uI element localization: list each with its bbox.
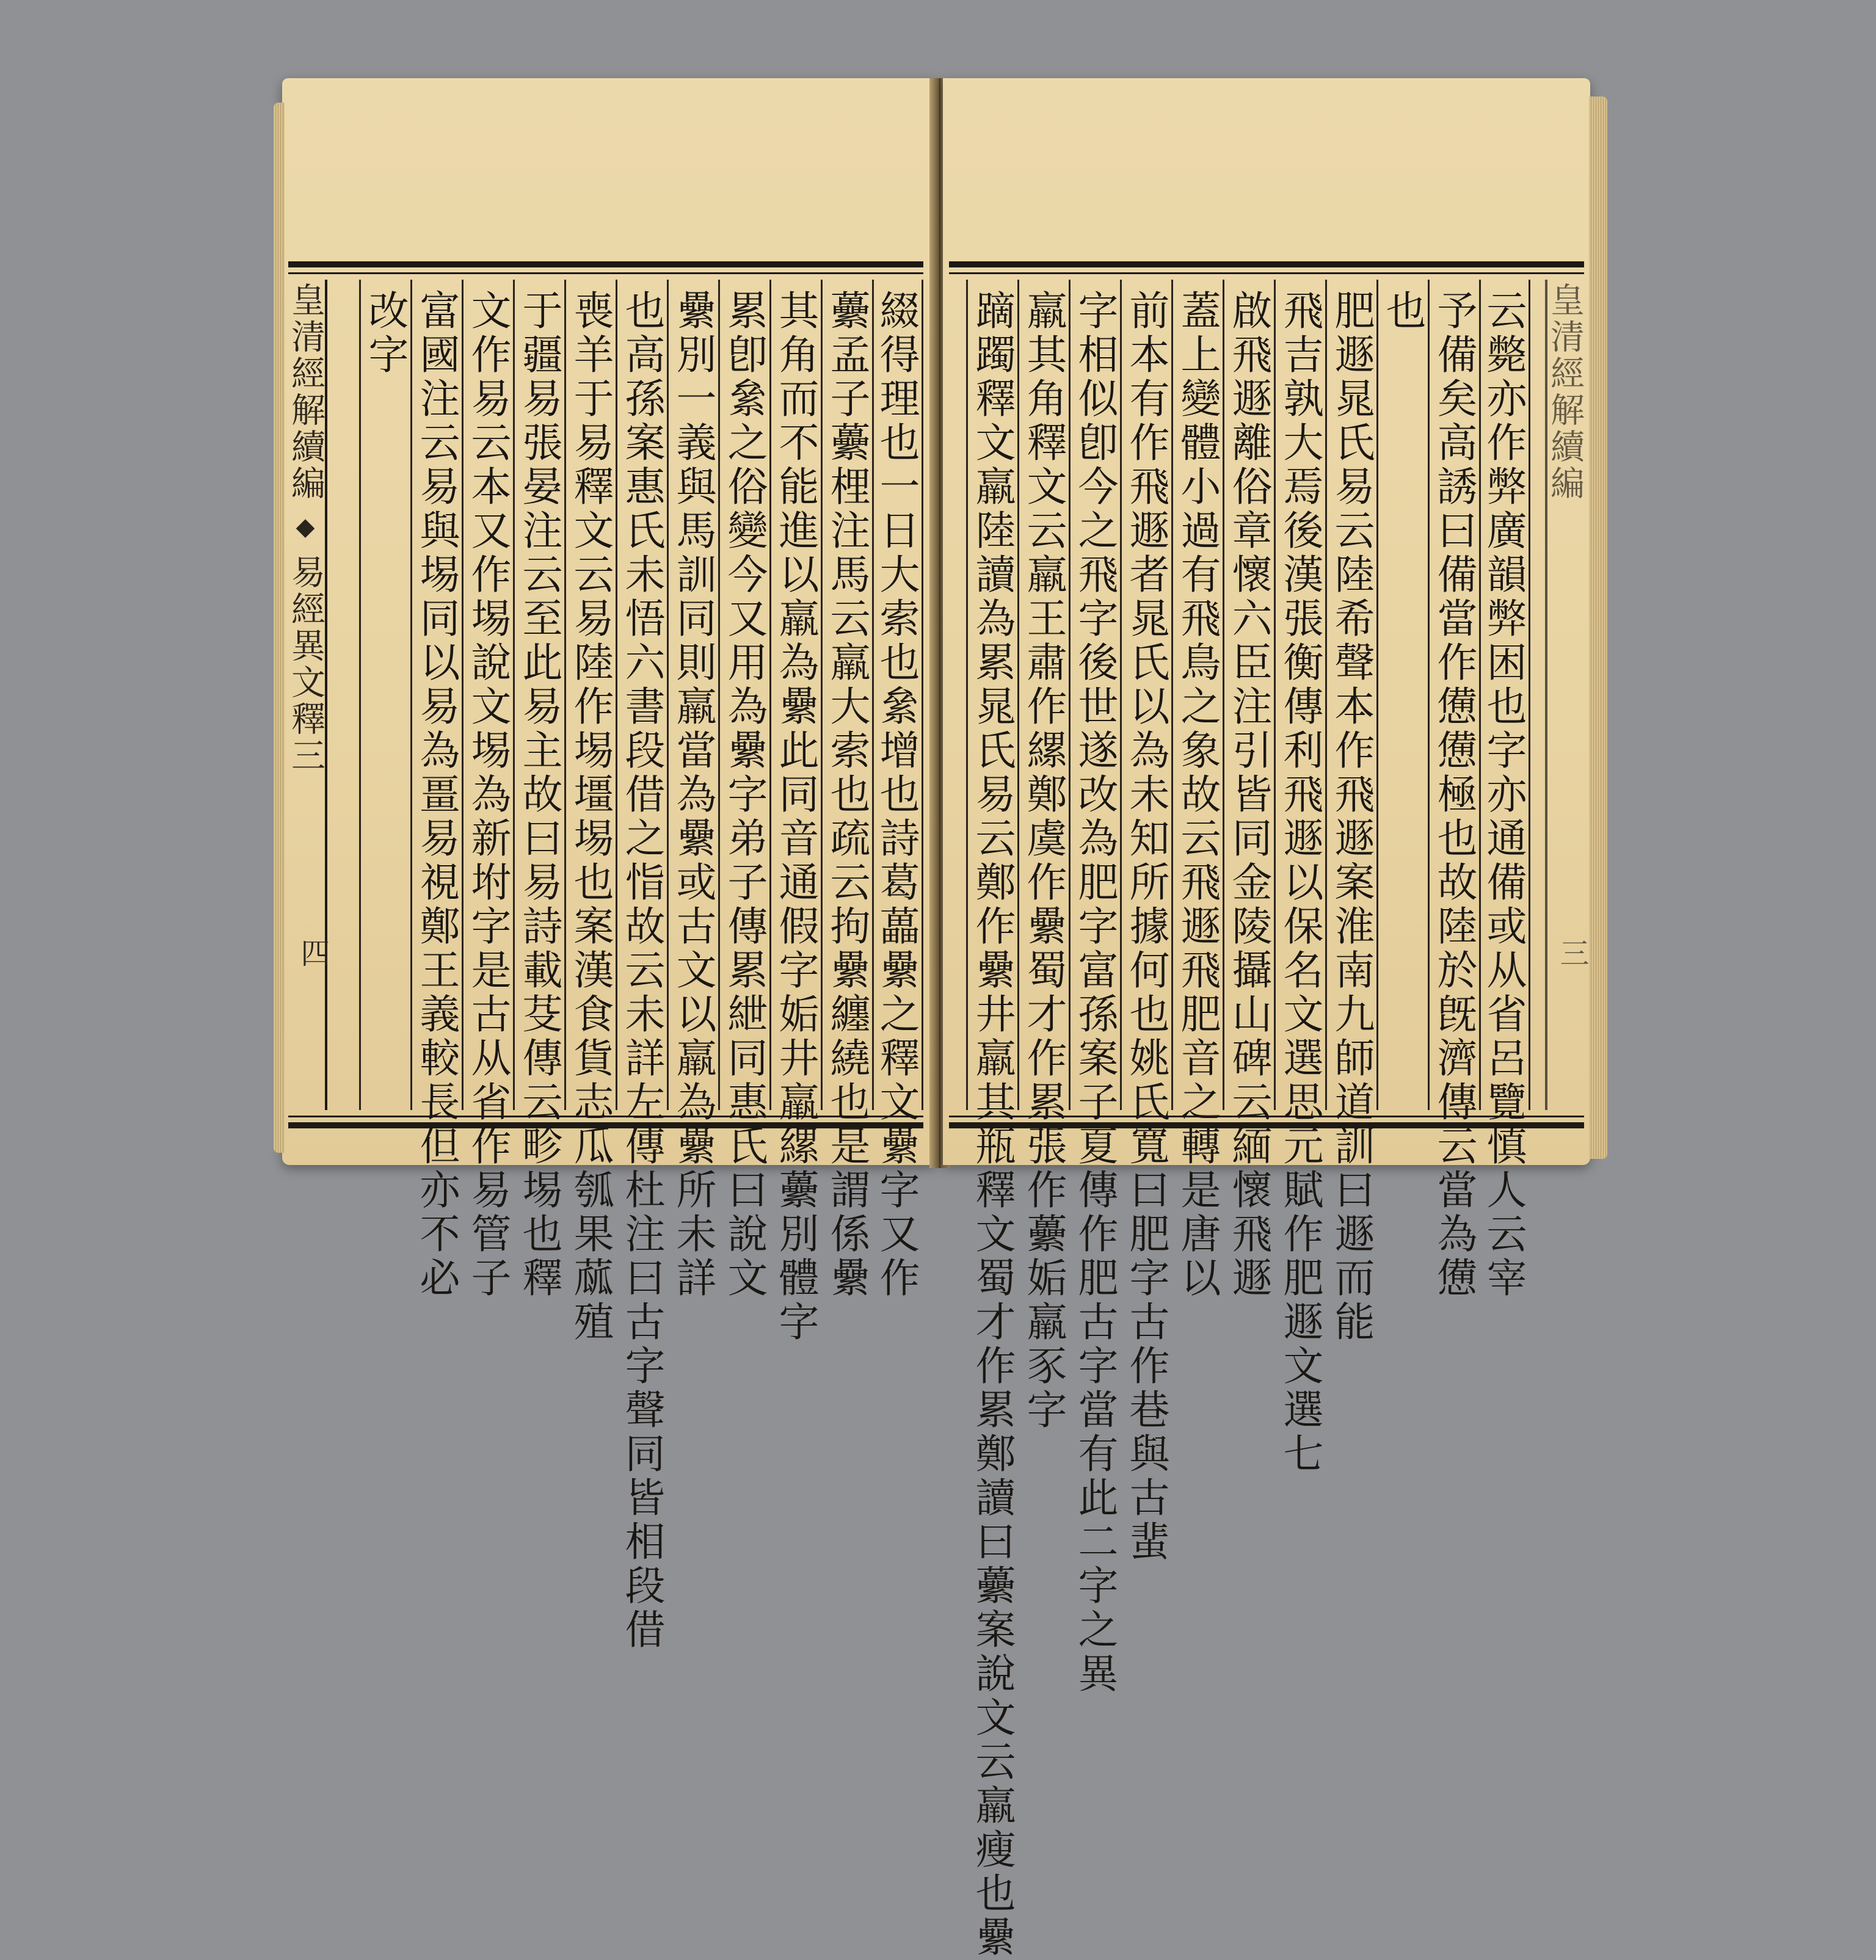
banxin-title: 皇清經解續編 — [286, 282, 325, 502]
frame-rule-top — [949, 272, 1584, 274]
text-column: 累卽絫之俗變今又用為纍字弟子傳累紲同惠氏曰說文 — [718, 280, 769, 1110]
left-page-edge — [274, 103, 285, 1153]
banxin-page-number: 四 — [296, 938, 330, 970]
text-column: 文作易云本又作埸說文埸為新坿字是古从省作易管子 — [462, 280, 513, 1110]
text-column: 羸其角釋文云羸王肅作縲鄭虞作纍蜀才作累張作虆姤羸豕字 — [1017, 280, 1069, 1110]
text-column: 蓋上變體小過有飛鳥之象故云飛遯飛肥音之轉是唐以 — [1171, 280, 1223, 1110]
text-column: 字相似卽今之飛字後世遂改為肥字富孫案子夏傳作肥古字當有此二字之異 — [1069, 280, 1120, 1110]
text-column: 飛吉孰大焉後漢張衡傳利飛遯以保名文選思元賦作肥遯文選七 — [1274, 280, 1325, 1110]
right-banxin — [1545, 280, 1589, 1110]
banxin-title: 皇清經解續編 — [1545, 282, 1585, 502]
left-text-columns — [331, 280, 923, 1652]
text-column: 云斃亦作弊廣韻弊困也字亦通備或从省呂覽慎人云宰 — [1479, 280, 1530, 1110]
left-banxin — [286, 280, 330, 1110]
right-page-edge — [1589, 96, 1607, 1159]
text-column: 纍別一義與馬訓同則羸當為纍或古文以羸為纍所未詳 — [667, 280, 718, 1110]
text-column: 蹢躅釋文羸陸讀為累晁氏易云鄭作纍井羸其瓶釋文蜀才作累鄭讀曰虆案說文云羸瘦也纍 — [966, 280, 1017, 1110]
text-column: 也高孫案惠氏未悟六書段借之恉故云未詳左傳杜注曰古字聲同皆相段借 — [616, 280, 667, 1110]
open-book — [282, 78, 1607, 1960]
left-page-frame — [286, 261, 923, 1652]
right-page — [943, 78, 1590, 1960]
text-column: 虆孟子虆梩注馬云羸大索也疏云拘纍纏繞也是謂係纍 — [821, 280, 872, 1110]
right-text-columns — [949, 280, 1530, 1960]
text-column: 喪羊于易釋文云易陸作埸壃埸也案漢食貨志瓜瓠果蓏殖 — [564, 280, 616, 1110]
text-column: 啟飛遯離俗章懷六臣注引皆同金陵攝山碑云緬懷飛遯 — [1223, 280, 1274, 1110]
left-page — [282, 78, 936, 1652]
frame-rule-top — [288, 272, 923, 274]
fishtail-mark: ◆ — [291, 513, 319, 543]
text-column: 前本有作飛遯者晁氏以為未知所據何也姚氏寬曰肥字古作巷與古蜚 — [1120, 280, 1171, 1110]
text-column: 也 — [1376, 280, 1428, 1110]
text-column: 富國注云易與埸同以易為畺易視鄭王義較長但亦不必 — [410, 280, 462, 1110]
text-column: 肥遯晁氏易云陸希聲本作飛遯案淮南九師道訓曰遯而能 — [1325, 280, 1376, 1110]
banxin-page-number: 三 — [1555, 938, 1589, 970]
text-column: 予備矣高誘曰備當作憊憊極也故陸於旣濟傳云當為憊 — [1428, 280, 1479, 1110]
right-page-frame — [949, 261, 1589, 1960]
banxin-subtitle: 易經異文釋三 — [286, 554, 325, 774]
text-column: 其角而不能進以羸為纍此同音通假字姤井羸縲虆別體字 — [769, 280, 821, 1110]
text-column: 于疆易張晏注云至此易主故曰易詩載芟傳云畛埸也釋 — [513, 280, 564, 1110]
text-column: 改字 — [359, 280, 410, 1110]
text-column: 綴得理也一日大索也絫增也詩葛藟纍之釋文纍字又作 — [872, 280, 923, 1110]
